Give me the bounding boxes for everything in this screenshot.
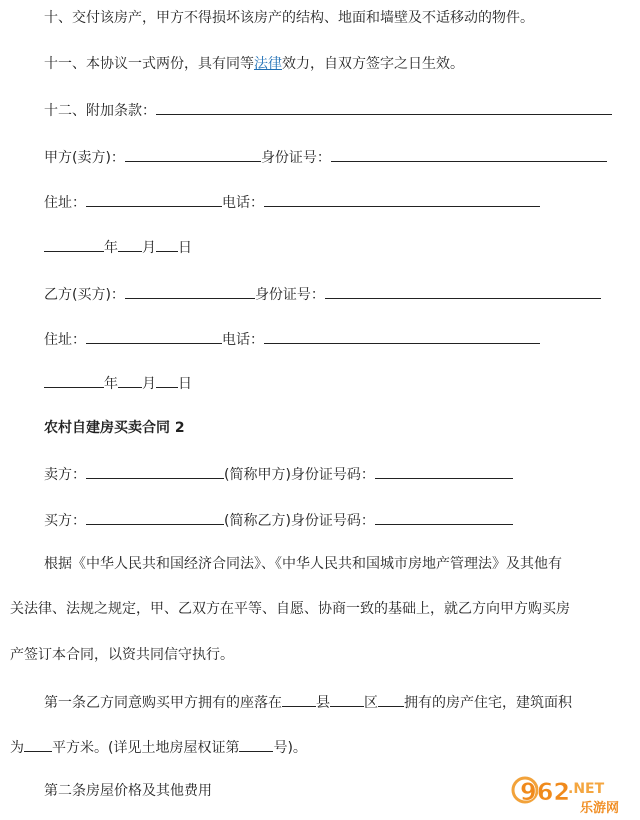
party-b-address-row — [44, 328, 632, 348]
party-a-id-label: 身份证号： — [260, 150, 331, 166]
party-a-month-label: 月 — [142, 240, 156, 256]
party-b-address-label: 住址： — [44, 332, 86, 348]
party-a-address-blank — [86, 191, 222, 207]
party-a-day-label: 日 — [178, 240, 192, 256]
clause-12-label: 十二、附加条款： — [44, 103, 156, 119]
party-a-year-label: 年 — [104, 240, 118, 256]
party-a-month-blank — [118, 236, 142, 252]
party-a-year-blank — [44, 236, 104, 252]
certificate-suffix: 号)。 — [273, 740, 307, 756]
party-b-phone-blank — [264, 328, 540, 344]
party-b-year-label: 年 — [104, 376, 118, 392]
county-label: 县 — [316, 695, 330, 711]
buyer-alias: (简称乙方)身份证号码： — [224, 513, 375, 529]
buyer-label: 买方： — [44, 513, 86, 529]
additional-terms-blank — [156, 99, 612, 115]
sqm-label: 平方米。(详见土地房屋权证第 — [52, 740, 240, 756]
party-b-day-blank — [156, 372, 178, 388]
preamble-line-1: 根据《中华人民共和国经济合同法》、《中华人民共和国城市房地产管理法》及其他有 — [44, 556, 562, 572]
party-a-address-row — [44, 191, 632, 211]
seller-row — [44, 463, 632, 483]
party-a-day-blank — [156, 236, 178, 252]
district-blank — [330, 691, 364, 707]
article-2-title: 第二条房屋价格及其他费用 — [44, 783, 212, 799]
article-1-line-2 — [10, 736, 632, 756]
clause-11-before: 十一、本协议一式两份，具有同等 — [44, 56, 254, 72]
article-1-line-1 — [44, 691, 632, 711]
preamble-line-3: 产签订本合同，以资共同信守执行。 — [10, 647, 234, 663]
party-a-row — [44, 146, 632, 166]
county-blank — [282, 691, 316, 707]
party-a-phone-blank — [264, 191, 540, 207]
watermark-number: 962 — [520, 778, 571, 806]
party-a-label: 甲方(卖方)： — [44, 150, 125, 166]
party-b-year-blank — [44, 372, 104, 388]
article-1-prefix: 第一条乙方同意购买甲方拥有的座落在 — [44, 695, 282, 711]
party-b-phone-label: 电话： — [222, 332, 264, 348]
seller-name-blank — [86, 463, 224, 479]
preamble-line-2: 关法律、法规之规定，甲、乙双方在平等、自愿、协商一致的基础上，就乙方向甲方购买房 — [10, 601, 570, 617]
party-a-address-label: 住址： — [44, 195, 86, 211]
buyer-name-blank — [86, 509, 224, 525]
location-blank — [378, 691, 404, 707]
party-b-name-blank — [125, 283, 255, 299]
seller-id-blank — [375, 463, 513, 479]
article-1-line2-prefix: 为 — [10, 740, 24, 756]
certificate-number-blank — [239, 736, 273, 752]
party-a-phone-label: 电话： — [222, 195, 264, 211]
party-b-label: 乙方(买方)： — [44, 287, 125, 303]
party-a-date-row — [44, 236, 632, 256]
site-watermark-logo — [510, 768, 634, 816]
buyer-row — [44, 509, 632, 529]
seller-label: 卖方： — [44, 467, 86, 483]
clause-12 — [44, 99, 632, 119]
party-b-month-blank — [118, 372, 142, 388]
law-link[interactable]: 法律 — [254, 56, 282, 72]
district-label: 区 — [364, 695, 378, 711]
party-b-address-blank — [86, 328, 222, 344]
party-b-day-label: 日 — [178, 376, 192, 392]
watermark-net: .NET — [568, 781, 605, 797]
party-b-id-label: 身份证号： — [254, 287, 325, 303]
party-b-id-blank — [325, 283, 601, 299]
seller-alias: (简称甲方)身份证号码： — [224, 467, 375, 483]
clause-11 — [44, 54, 632, 74]
article-1-suffix: 拥有的房产住宅，建筑面积 — [404, 695, 572, 711]
watermark-site-name: 乐游网 — [580, 801, 620, 816]
area-blank — [24, 736, 52, 752]
clause-11-after: 效力，自双方签字之日生效。 — [282, 56, 464, 72]
contract-2-title: 农村自建房买卖合同 2 — [44, 420, 185, 436]
party-b-month-label: 月 — [142, 376, 156, 392]
party-b-row — [44, 283, 632, 303]
party-b-date-row — [44, 372, 632, 392]
party-a-id-blank — [331, 146, 607, 162]
buyer-id-blank — [375, 509, 513, 525]
clause-10: 十、交付该房产，甲方不得损坏该房产的结构、地面和墙壁及不适移动的物件。 — [44, 10, 534, 26]
party-a-name-blank — [125, 146, 261, 162]
